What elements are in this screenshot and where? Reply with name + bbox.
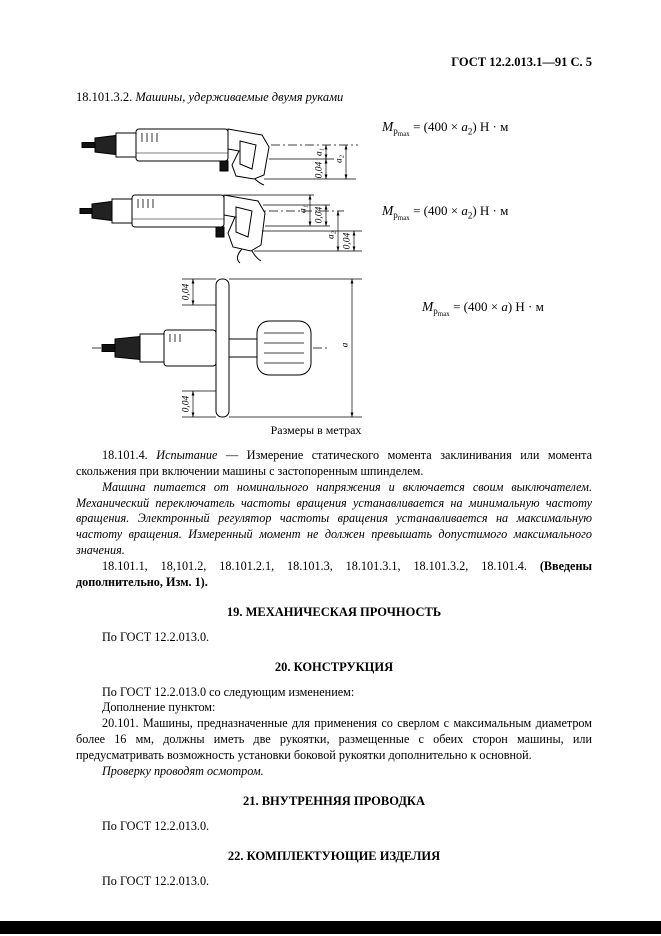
clause-number: 18.101.3.2. (76, 90, 136, 104)
introduced-note: (Введены дополнительно, Изм. 1). (76, 559, 592, 589)
dim-label-grip2: 0,04 (342, 232, 353, 250)
formula-eq: = (400 × (409, 119, 462, 134)
clause-18-101-3-2-title (76, 90, 592, 105)
heading-section-20: 20. КОНСТРУКЦИЯ (274, 659, 394, 674)
page-footer-bar (0, 921, 661, 934)
heading-section-21: 21. ВНУТРЕННЯЯ ПРОВОДКА (242, 793, 426, 808)
clause-term: Испытание (156, 448, 218, 462)
formula-torque-1 (382, 109, 508, 137)
dim-label-grip1: 0,04 (181, 283, 192, 301)
drill-top-view (76, 275, 416, 421)
paragraph-20-2: Дополнение пунктом: (102, 700, 216, 715)
formula-tail: ) Н · м (472, 203, 509, 218)
paragraph-21-1: По ГОСТ 12.2.013.0. (102, 818, 210, 833)
formula-sub-p: р (393, 126, 398, 136)
formula-sub-max: max (437, 310, 450, 318)
formula-arg: a (461, 119, 468, 134)
formula-arg: a (461, 203, 468, 218)
paragraph-20-1: По ГОСТ 12.2.013.0 со следующим изменением: (102, 684, 355, 699)
page-header: ГОСТ 12.2.013.1—91 С. 5 (451, 55, 592, 69)
formula-subscript (393, 126, 410, 136)
formula-subscript (393, 210, 410, 220)
formula-tail: ) Н · м (507, 299, 544, 314)
formula-var: M (422, 299, 434, 314)
clause-number: 18.101.4. (102, 448, 157, 462)
drill-drawing (102, 279, 311, 417)
formula-torque-2 (382, 189, 508, 221)
formula-var: M (382, 119, 394, 134)
clause-title: Машины, удерживаемые двумя руками (135, 90, 344, 104)
formula-torque-3 (422, 275, 544, 317)
paragraph-20-check: Проверку проводят осмотром. (102, 763, 264, 778)
drill-side-view-1 (76, 109, 376, 187)
dim-label-a1: a₁ (314, 147, 325, 157)
formula-sub-max: max (397, 214, 410, 222)
formula-sub-p: р (393, 210, 398, 220)
formula-subscript (433, 306, 450, 316)
drill-drawing (80, 195, 265, 263)
formula-var: M (382, 203, 394, 218)
figures-block (76, 109, 592, 421)
formula-sub-max: max (397, 130, 410, 138)
figure-caption: Размеры в метрах (270, 423, 362, 437)
dim-label-grip2: 0,04 (181, 395, 192, 413)
page-content (76, 55, 592, 889)
figure-row-1 (76, 109, 592, 187)
clause-text: — Измерение статического момента заклинивания или момента скольжения при включении машины с застопоренным шпинделем. (76, 448, 593, 478)
drill-drawing (82, 129, 269, 185)
formula-arg-sub: 2 (467, 126, 473, 137)
paragraph-introduced (76, 559, 592, 591)
figure-row-3 (76, 275, 592, 421)
heading-section-22: 22. КОМПЛЕКТУЮЩИЕ ИЗДЕЛИЯ (227, 848, 441, 863)
paragraph-19-1: По ГОСТ 12.2.013.0. (102, 629, 210, 644)
dim-label-a: a (340, 342, 351, 348)
formula-eq: = (400 × (449, 299, 502, 314)
clauses-list: 18.101.1, 18,101.2, 18.101.2.1, 18.101.3, 18.101.3.1, 18.101.3.2, 18.101.4. (102, 559, 540, 574)
paragraph-20-101: 20.101. Машины, предназначенные для применения со сверлом с максимальным диаметром более 16 мм, должны иметь две рукоятки, размещенные с обеих сторон машины, или предусматривать возможность установки боковой рукоятки дополнительно к основной. (76, 716, 592, 763)
paragraph-test-method: Машина питается от номинального напряжения и включается своим выключателем. Механический переключатель частоты вращения устанавливается на минимальную частоту вращения. Электронный регулятор частоты вращения устанавливается на максимальную частоту вращения. Измеренный момент не должен превышать допустимого максимального значения. (76, 479, 592, 558)
formula-arg-sub: 2 (467, 210, 473, 221)
paragraph-22-1: По ГОСТ 12.2.013.0. (102, 873, 210, 888)
formula-tail: ) Н · м (472, 119, 509, 134)
dim-label-grip1: 0,04 (314, 206, 325, 224)
formula-arg: a (501, 299, 508, 314)
heading-section-19: 19. МЕХАНИЧЕСКАЯ ПРОЧНОСТЬ (226, 604, 442, 619)
dim-label-a1: a₁ (298, 204, 309, 214)
paragraph-18-101-4 (76, 448, 592, 480)
dim-label-a2: a₂ (326, 230, 337, 240)
formula-eq: = (400 × (409, 203, 462, 218)
dim-label-a2: a₂ (334, 154, 345, 164)
dim-label-grip: 0,04 (314, 161, 325, 179)
formula-sub-p: р (433, 306, 438, 316)
drill-side-view-2 (76, 189, 376, 273)
figure-row-2 (76, 189, 592, 273)
